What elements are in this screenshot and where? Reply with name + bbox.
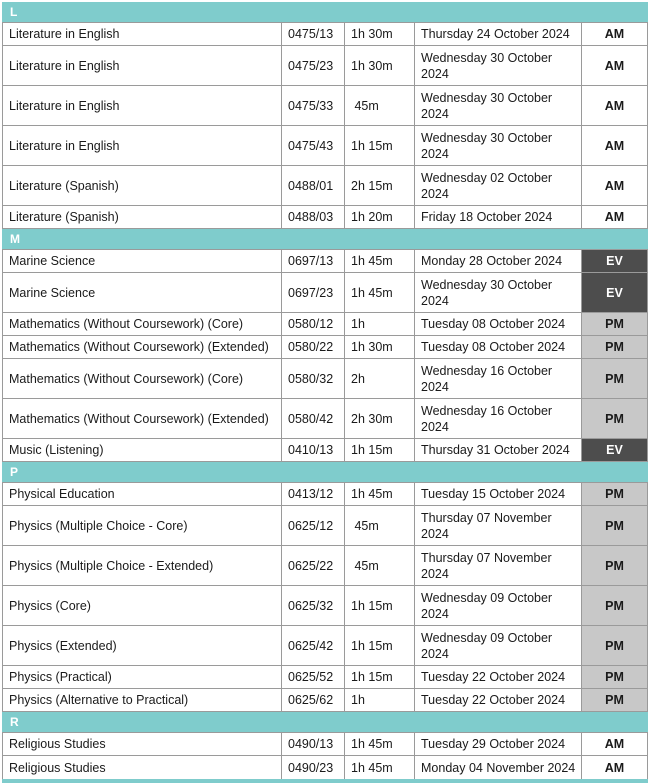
duration-text: 1h 15m bbox=[351, 598, 393, 613]
code-cell bbox=[282, 273, 345, 312]
session-text: AM bbox=[604, 98, 625, 113]
code-cell bbox=[282, 399, 345, 438]
session-text: AM bbox=[604, 760, 625, 775]
section-header bbox=[2, 712, 648, 733]
date-text: Tuesday 08 October 2024 bbox=[421, 340, 566, 354]
code-text: 0625/12 bbox=[288, 518, 334, 533]
date-cell bbox=[415, 23, 582, 45]
date-cell bbox=[415, 313, 582, 335]
date-cell bbox=[415, 273, 582, 312]
session-text: PM bbox=[605, 487, 624, 501]
date-text: Thursday 31 October 2024 bbox=[421, 443, 570, 457]
date-text: Monday 28 October 2024 bbox=[421, 254, 563, 268]
table-row bbox=[2, 666, 648, 689]
subject-text: Mathematics (Without Coursework) (Extended) bbox=[9, 411, 269, 426]
duration-cell bbox=[345, 336, 415, 358]
code-cell bbox=[282, 359, 345, 398]
table-row bbox=[2, 166, 648, 206]
session-cell bbox=[582, 733, 647, 755]
duration-cell bbox=[345, 506, 415, 545]
code-cell bbox=[282, 126, 345, 165]
subject-cell bbox=[3, 439, 282, 461]
duration-text: 1h 45m bbox=[351, 487, 393, 501]
table-row bbox=[2, 439, 648, 462]
subject-text: Religious Studies bbox=[9, 737, 106, 751]
code-text: 0625/42 bbox=[288, 638, 334, 653]
date-text: Tuesday 22 October 2024 bbox=[421, 693, 566, 707]
duration-cell bbox=[345, 546, 415, 585]
date-cell bbox=[415, 546, 582, 585]
session-text: AM bbox=[604, 138, 625, 153]
duration-cell bbox=[345, 313, 415, 335]
subject-text: Physics (Alternative to Practical) bbox=[9, 693, 189, 707]
session-cell bbox=[582, 586, 647, 625]
table-row bbox=[2, 206, 648, 229]
subject-text: Literature (Spanish) bbox=[9, 178, 119, 193]
subject-text: Literature in English bbox=[9, 58, 120, 73]
duration-cell bbox=[345, 166, 415, 205]
code-text: 0697/13 bbox=[288, 254, 334, 268]
duration-text: 1h 15m bbox=[351, 443, 393, 457]
duration-cell bbox=[345, 483, 415, 505]
subject-cell bbox=[3, 546, 282, 585]
session-text: PM bbox=[605, 693, 624, 707]
session-text: PM bbox=[605, 670, 624, 684]
subject-text: Literature in English bbox=[9, 138, 120, 153]
code-cell bbox=[282, 23, 345, 45]
subject-cell bbox=[3, 689, 282, 711]
session-text: AM bbox=[604, 58, 625, 73]
date-text: Thursday 07 November 2024 bbox=[421, 550, 552, 581]
duration-text: 45m bbox=[351, 558, 379, 573]
session-cell bbox=[582, 86, 647, 125]
session-cell bbox=[582, 399, 647, 438]
duration-text: 1h 45m bbox=[351, 254, 393, 268]
code-cell bbox=[282, 689, 345, 711]
session-cell bbox=[582, 313, 647, 335]
session-cell bbox=[582, 483, 647, 505]
subject-cell bbox=[3, 206, 282, 228]
subject-cell bbox=[3, 506, 282, 545]
duration-text: 1h 30m bbox=[351, 27, 393, 41]
code-text: 0475/13 bbox=[288, 27, 334, 41]
session-text: PM bbox=[605, 638, 624, 653]
code-cell bbox=[282, 756, 345, 779]
duration-text: 45m bbox=[351, 98, 379, 113]
session-cell bbox=[582, 23, 647, 45]
subject-cell bbox=[3, 626, 282, 665]
date-text: Wednesday 16 October 2024 bbox=[421, 403, 553, 434]
table-footer-band bbox=[2, 779, 648, 783]
code-text: 0488/01 bbox=[288, 178, 334, 193]
subject-text: Literature in English bbox=[9, 98, 120, 113]
code-cell bbox=[282, 439, 345, 461]
code-cell bbox=[282, 626, 345, 665]
code-text: 0490/13 bbox=[288, 737, 334, 751]
date-text: Thursday 07 November 2024 bbox=[421, 510, 552, 541]
duration-text: 1h bbox=[351, 693, 365, 707]
date-cell bbox=[415, 586, 582, 625]
session-text: EV bbox=[606, 443, 623, 457]
duration-cell bbox=[345, 666, 415, 688]
date-cell bbox=[415, 46, 582, 85]
duration-cell bbox=[345, 46, 415, 85]
date-cell bbox=[415, 506, 582, 545]
table-row bbox=[2, 733, 648, 756]
exam-timetable bbox=[2, 2, 648, 783]
date-cell bbox=[415, 689, 582, 711]
date-text: Thursday 24 October 2024 bbox=[421, 27, 570, 41]
subject-cell bbox=[3, 756, 282, 779]
session-text: PM bbox=[605, 598, 624, 613]
code-text: 0413/12 bbox=[288, 487, 334, 501]
duration-text: 1h 45m bbox=[351, 760, 393, 775]
session-cell bbox=[582, 336, 647, 358]
session-text: AM bbox=[604, 27, 625, 41]
table-row bbox=[2, 689, 648, 712]
code-cell bbox=[282, 250, 345, 272]
subject-cell bbox=[3, 86, 282, 125]
date-text: Tuesday 08 October 2024 bbox=[421, 317, 566, 331]
section-header bbox=[2, 229, 648, 250]
date-text: Tuesday 15 October 2024 bbox=[421, 487, 566, 501]
code-text: 0625/52 bbox=[288, 670, 334, 684]
session-cell bbox=[582, 666, 647, 688]
code-cell bbox=[282, 86, 345, 125]
date-text: Wednesday 30 October 2024 bbox=[421, 130, 553, 161]
code-cell bbox=[282, 546, 345, 585]
duration-cell bbox=[345, 23, 415, 45]
table-row bbox=[2, 273, 648, 313]
date-cell bbox=[415, 439, 582, 461]
duration-text: 1h 15m bbox=[351, 670, 393, 684]
session-cell bbox=[582, 206, 647, 228]
session-text: PM bbox=[605, 411, 624, 426]
subject-cell bbox=[3, 336, 282, 358]
duration-text: 1h bbox=[351, 317, 365, 331]
subject-cell bbox=[3, 273, 282, 312]
subject-cell bbox=[3, 359, 282, 398]
date-cell bbox=[415, 206, 582, 228]
code-cell bbox=[282, 336, 345, 358]
table-row bbox=[2, 86, 648, 126]
subject-text: Music (Listening) bbox=[9, 443, 104, 457]
subject-text: Physics (Multiple Choice - Core) bbox=[9, 518, 188, 533]
date-text: Wednesday 30 October 2024 bbox=[421, 50, 553, 81]
table-row bbox=[2, 126, 648, 166]
table-row bbox=[2, 506, 648, 546]
subject-cell bbox=[3, 666, 282, 688]
session-cell bbox=[582, 359, 647, 398]
subject-cell bbox=[3, 250, 282, 272]
code-text: 0580/22 bbox=[288, 340, 334, 354]
date-text: Friday 18 October 2024 bbox=[421, 210, 553, 224]
session-text: PM bbox=[605, 371, 624, 386]
date-cell bbox=[415, 86, 582, 125]
table-row bbox=[2, 46, 648, 86]
date-text: Wednesday 16 October 2024 bbox=[421, 363, 553, 394]
session-cell bbox=[582, 250, 647, 272]
date-cell bbox=[415, 126, 582, 165]
code-text: 0475/33 bbox=[288, 98, 334, 113]
session-text: PM bbox=[605, 518, 624, 533]
code-text: 0625/62 bbox=[288, 693, 334, 707]
code-text: 0625/22 bbox=[288, 558, 334, 573]
subject-cell bbox=[3, 483, 282, 505]
section-letter: L bbox=[10, 5, 18, 19]
session-cell bbox=[582, 166, 647, 205]
duration-text: 1h 45m bbox=[351, 737, 393, 751]
session-cell bbox=[582, 46, 647, 85]
subject-text: Religious Studies bbox=[9, 760, 106, 775]
code-text: 0475/43 bbox=[288, 138, 334, 153]
code-cell bbox=[282, 666, 345, 688]
code-text: 0410/13 bbox=[288, 443, 334, 457]
session-text: AM bbox=[604, 178, 625, 193]
code-cell bbox=[282, 586, 345, 625]
date-cell bbox=[415, 166, 582, 205]
duration-text: 1h 20m bbox=[351, 210, 393, 224]
duration-cell bbox=[345, 86, 415, 125]
code-text: 0625/32 bbox=[288, 598, 334, 613]
date-cell bbox=[415, 626, 582, 665]
date-cell bbox=[415, 756, 582, 779]
duration-cell bbox=[345, 273, 415, 312]
subject-cell bbox=[3, 313, 282, 335]
section-header bbox=[2, 462, 648, 483]
code-cell bbox=[282, 166, 345, 205]
section-letter: P bbox=[10, 465, 19, 479]
date-text: Tuesday 22 October 2024 bbox=[421, 670, 566, 684]
date-cell bbox=[415, 359, 582, 398]
table-row bbox=[2, 336, 648, 359]
date-text: Tuesday 29 October 2024 bbox=[421, 737, 566, 751]
table-row bbox=[2, 483, 648, 506]
code-cell bbox=[282, 313, 345, 335]
duration-text: 1h 15m bbox=[351, 138, 393, 153]
section-letter: M bbox=[10, 232, 20, 246]
subject-text: Literature (Spanish) bbox=[9, 210, 119, 224]
date-text: Wednesday 09 October 2024 bbox=[421, 590, 553, 621]
date-cell bbox=[415, 733, 582, 755]
subject-cell bbox=[3, 399, 282, 438]
duration-cell bbox=[345, 250, 415, 272]
session-cell bbox=[582, 126, 647, 165]
code-text: 0580/32 bbox=[288, 371, 334, 386]
session-text: AM bbox=[604, 737, 625, 751]
session-text: EV bbox=[606, 254, 623, 268]
duration-cell bbox=[345, 586, 415, 625]
code-text: 0580/12 bbox=[288, 317, 334, 331]
table-row bbox=[2, 359, 648, 399]
duration-cell bbox=[345, 626, 415, 665]
code-text: 0697/23 bbox=[288, 285, 334, 300]
date-text: Wednesday 30 October 2024 bbox=[421, 90, 553, 121]
subject-cell bbox=[3, 166, 282, 205]
duration-cell bbox=[345, 206, 415, 228]
subject-cell bbox=[3, 586, 282, 625]
duration-cell bbox=[345, 439, 415, 461]
session-text: PM bbox=[605, 340, 624, 354]
subject-text: Physics (Core) bbox=[9, 598, 91, 613]
duration-text: 2h 30m bbox=[351, 411, 393, 426]
session-cell bbox=[582, 626, 647, 665]
section-header bbox=[2, 2, 648, 23]
table-row bbox=[2, 626, 648, 666]
duration-cell bbox=[345, 399, 415, 438]
subject-text: Physical Education bbox=[9, 487, 115, 501]
subject-text: Physics (Multiple Choice - Extended) bbox=[9, 558, 214, 573]
subject-cell bbox=[3, 23, 282, 45]
session-cell bbox=[582, 439, 647, 461]
table-row bbox=[2, 399, 648, 439]
session-cell bbox=[582, 546, 647, 585]
session-text: PM bbox=[605, 558, 624, 573]
table-row bbox=[2, 250, 648, 273]
session-cell bbox=[582, 689, 647, 711]
table-row bbox=[2, 756, 648, 779]
subject-text: Physics (Practical) bbox=[9, 670, 112, 684]
session-text: AM bbox=[604, 210, 625, 224]
table-row bbox=[2, 586, 648, 626]
code-text: 0488/03 bbox=[288, 210, 334, 224]
code-text: 0490/23 bbox=[288, 760, 334, 775]
date-cell bbox=[415, 399, 582, 438]
duration-text: 1h 45m bbox=[351, 285, 393, 300]
subject-text: Physics (Extended) bbox=[9, 638, 117, 653]
duration-text: 1h 30m bbox=[351, 58, 393, 73]
session-cell bbox=[582, 506, 647, 545]
duration-text: 2h 15m bbox=[351, 178, 393, 193]
code-text: 0580/42 bbox=[288, 411, 334, 426]
table-row bbox=[2, 546, 648, 586]
code-text: 0475/23 bbox=[288, 58, 334, 73]
subject-text: Mathematics (Without Coursework) (Core) bbox=[9, 371, 244, 386]
duration-text: 2h bbox=[351, 371, 365, 386]
subject-text: Mathematics (Without Coursework) (Core) bbox=[9, 317, 244, 331]
duration-cell bbox=[345, 756, 415, 779]
code-cell bbox=[282, 46, 345, 85]
duration-cell bbox=[345, 733, 415, 755]
code-cell bbox=[282, 506, 345, 545]
table-row bbox=[2, 313, 648, 336]
section-letter: R bbox=[10, 715, 19, 729]
subject-cell bbox=[3, 126, 282, 165]
duration-text: 1h 30m bbox=[351, 340, 393, 354]
session-text: PM bbox=[605, 317, 624, 331]
subject-text: Marine Science bbox=[9, 254, 96, 268]
session-cell bbox=[582, 273, 647, 312]
date-text: Wednesday 02 October 2024 bbox=[421, 170, 553, 201]
duration-text: 1h 15m bbox=[351, 638, 393, 653]
subject-cell bbox=[3, 46, 282, 85]
subject-text: Marine Science bbox=[9, 285, 96, 300]
date-cell bbox=[415, 250, 582, 272]
date-cell bbox=[415, 666, 582, 688]
session-cell bbox=[582, 756, 647, 779]
subject-cell bbox=[3, 733, 282, 755]
code-cell bbox=[282, 483, 345, 505]
date-cell bbox=[415, 336, 582, 358]
date-text: Wednesday 09 October 2024 bbox=[421, 630, 553, 661]
session-text: EV bbox=[606, 285, 623, 300]
duration-text: 45m bbox=[351, 518, 379, 533]
table-row bbox=[2, 23, 648, 46]
duration-cell bbox=[345, 126, 415, 165]
date-cell bbox=[415, 483, 582, 505]
duration-cell bbox=[345, 359, 415, 398]
date-text: Monday 04 November 2024 bbox=[421, 760, 576, 775]
code-cell bbox=[282, 206, 345, 228]
date-text: Wednesday 30 October 2024 bbox=[421, 277, 553, 308]
subject-text: Mathematics (Without Coursework) (Extended) bbox=[9, 340, 269, 354]
duration-cell bbox=[345, 689, 415, 711]
subject-text: Literature in English bbox=[9, 27, 120, 41]
code-cell bbox=[282, 733, 345, 755]
